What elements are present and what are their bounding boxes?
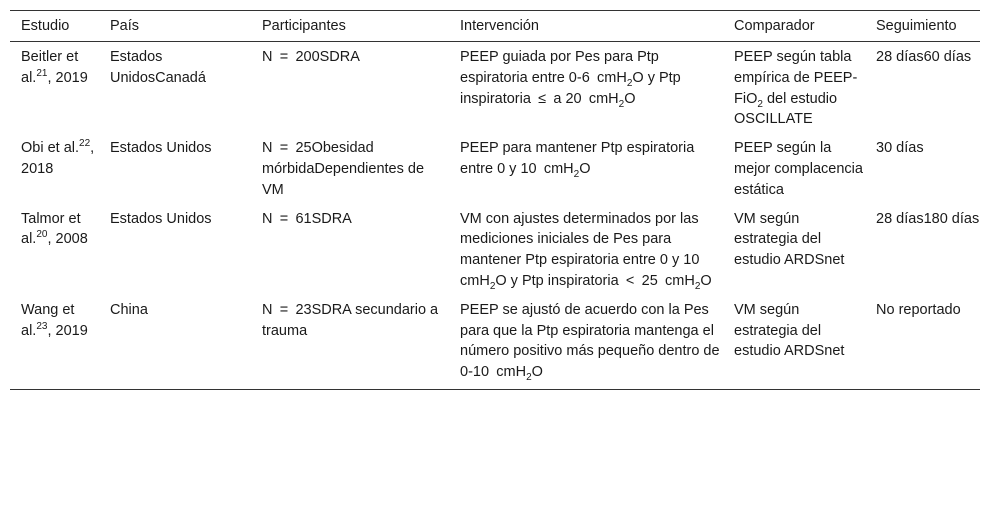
subscript: 2: [618, 98, 625, 110]
text-segment: del estudio OSCILLATE: [734, 90, 838, 128]
text-segment: PEEP para mantener Ptp espiratoria entre 0 y 10 cmH: [460, 140, 695, 177]
text-segment: VM según estrategia del estudio ARDSnet: [734, 210, 845, 269]
study-year: , 2008: [47, 231, 88, 248]
header-cell: País: [99, 11, 251, 42]
cell-comparador: [723, 204, 865, 295]
reference-number: 21: [36, 67, 48, 79]
reference-number: 20: [36, 229, 48, 241]
subscript: 2: [526, 372, 532, 384]
cell-pais: China: [99, 295, 251, 390]
cell-participantes: N = 25Obesidad mórbidaDependientes de VM: [262, 140, 429, 198]
text-segment: O: [579, 160, 591, 177]
reference-number: 22: [79, 138, 91, 150]
cell-pais: Estados Unidos: [110, 140, 212, 157]
text-segment: O y Ptp inspiratoria < 25 cmH: [495, 272, 695, 289]
study-year: , 2019: [47, 69, 88, 86]
cell-comparador: [723, 133, 865, 203]
study-author: Wang et al.: [21, 301, 75, 339]
table-row: [10, 295, 980, 390]
reference-number: 23: [36, 320, 48, 332]
cell-estudio: [10, 295, 99, 390]
table-body: [10, 42, 980, 390]
cell-intervencion: [449, 133, 723, 203]
cell-seguimiento: No reportado: [865, 295, 980, 390]
study-year: , 2018: [21, 140, 95, 177]
subscript: 2: [626, 77, 633, 89]
text-segment: O: [531, 364, 543, 381]
cell-estudio: [10, 133, 99, 203]
table-row: [10, 42, 980, 134]
cell-intervencion: [449, 204, 723, 295]
cell-estudio: [10, 204, 99, 295]
table-row: [10, 204, 980, 295]
cell-participantes: N = 61SDRA: [262, 210, 352, 227]
header-cell: Participantes: [251, 11, 449, 42]
text-segment: VM según estrategia del estudio ARDSnet: [734, 301, 845, 360]
table-row: [10, 133, 980, 203]
text-segment: PEEP según la mejor complacencia estática: [734, 140, 863, 198]
header-cell: Comparador: [723, 11, 865, 42]
study-year: , 2019: [47, 322, 88, 339]
cell-seguimiento: 28 días180 días: [876, 210, 980, 227]
text-segment: PEEP según tabla empírica de PEEP-FiO: [734, 49, 858, 107]
cell-pais: Estados Unidos: [110, 210, 212, 227]
header-row: [10, 11, 980, 42]
subscript: 2: [489, 280, 496, 292]
cell-participantes: N = 23SDRA secundario a trauma: [251, 295, 449, 390]
subscript: 2: [694, 280, 701, 292]
text-segment: PEEP guiada por Pes para Ptp espiratoria entre 0-6 cmH: [460, 49, 659, 86]
cell-comparador: [723, 295, 865, 390]
text-segment: O: [700, 272, 712, 289]
cell-intervencion: [449, 295, 723, 390]
subscript: 2: [757, 98, 763, 110]
cell-participantes: N = 200SDRA: [262, 49, 360, 65]
header-cell: Intervención: [449, 11, 723, 42]
text-segment: VM con ajustes determinados por las mediciones iniciales de Pes para mantener Ptp espiratoria entre 0 y 10 cmH: [460, 210, 707, 289]
text-segment: O: [624, 90, 636, 107]
cell-seguimiento: 30 días: [876, 140, 924, 157]
study-author: Beitler et al.: [21, 49, 79, 86]
cell-estudio: [10, 42, 99, 134]
studies-table: [10, 10, 980, 390]
cell-pais: Estados UnidosCanadá: [110, 49, 206, 86]
cell-seguimiento: 28 días60 días: [876, 49, 972, 65]
study-author: Obi et al.: [21, 140, 80, 157]
header-cell: Estudio: [10, 11, 99, 42]
header-cell: Seguimiento: [865, 11, 980, 42]
subscript: 2: [573, 168, 580, 180]
text-segment: PEEP se ajustó de acuerdo con la Pes para que la Ptp espiratoria mantenga el número positivo más pequeño dentro de 0-10 cmH: [460, 301, 720, 381]
text-segment: O y Ptp inspiratoria ≤ a 20 cmH: [460, 69, 681, 107]
study-author: Talmor et al.: [21, 210, 81, 248]
cell-comparador: [723, 42, 865, 134]
cell-intervencion: [449, 42, 723, 134]
